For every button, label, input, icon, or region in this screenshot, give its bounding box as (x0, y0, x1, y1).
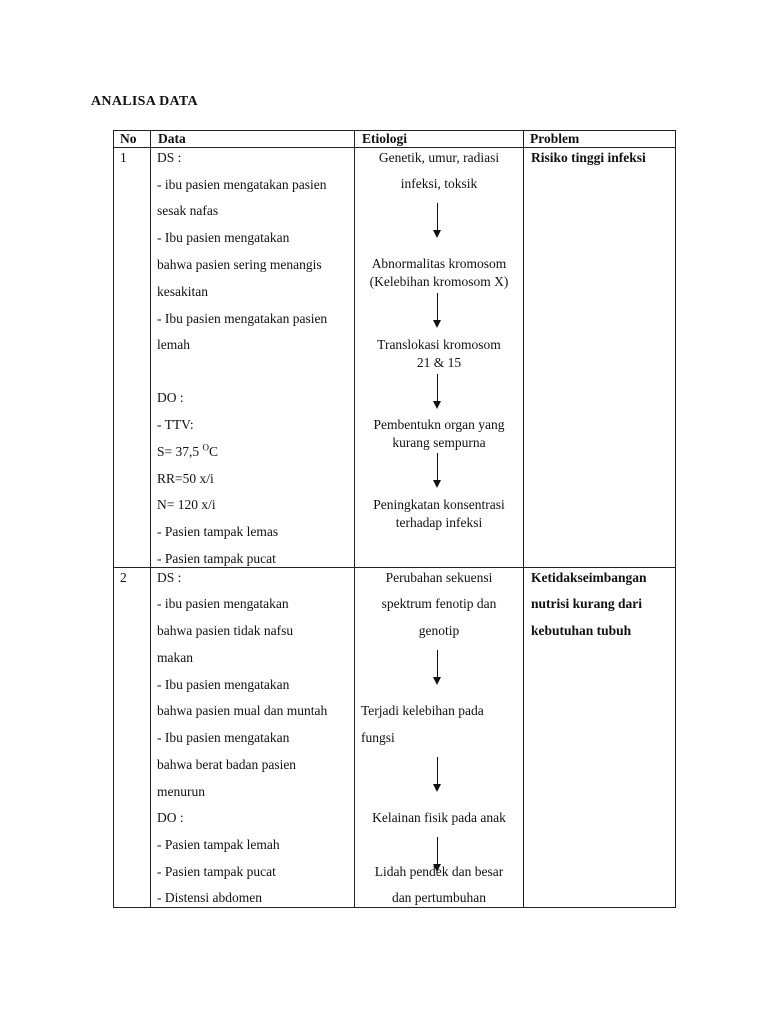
data-line: - ibu pasien mengatakan (157, 596, 289, 611)
etiologi-line: genotip (418, 623, 460, 638)
data-line: N= 120 x/i (157, 497, 216, 512)
etiologi-line: infeksi, toksik (400, 176, 478, 191)
table-row-divider (113, 567, 676, 568)
page-title: ANALISA DATA (91, 94, 198, 109)
header-no: No (120, 131, 137, 146)
down-arrow-icon (432, 757, 444, 793)
data-line: - Ibu pasien mengatakan pasien (157, 311, 328, 326)
data-line: bahwa berat badan pasien (157, 757, 297, 772)
data-line: sesak nafas (157, 203, 219, 218)
data-line: - ibu pasien mengatakan pasien (157, 177, 327, 192)
column-divider (523, 130, 524, 908)
data-line: - Pasien tampak pucat (157, 864, 276, 879)
data-line: - Pasien tampak pucat (157, 551, 276, 566)
data-line: - Pasien tampak lemas (157, 524, 279, 539)
etiologi-line: dan pertumbuhan (391, 890, 487, 905)
data-line: - Ibu pasien mengatakan (157, 230, 290, 245)
problem-line: nutrisi kurang dari (531, 596, 643, 611)
data-line: kesakitan (157, 284, 208, 299)
problem-text: Risiko tinggi infeksi (531, 150, 646, 165)
table-border-left (113, 130, 114, 908)
down-arrow-icon (432, 203, 444, 239)
down-arrow-icon (432, 293, 444, 329)
data-line: bahwa pasien sering menangis (157, 257, 322, 272)
etiologi-line: 21 & 15 (416, 355, 462, 370)
down-arrow-icon (432, 650, 444, 686)
data-line: makan (157, 650, 193, 665)
etiologi-line: Pembentukn organ yang (373, 417, 505, 432)
etiologi-line: terhadap infeksi (395, 515, 483, 530)
row-number: 1 (120, 150, 127, 165)
etiologi-line: Lidah pendek dan besar (374, 864, 504, 879)
etiologi-line: Abnormalitas kromosom (371, 256, 507, 271)
data-line: menurun (157, 784, 205, 799)
header-problem: Problem (530, 131, 580, 146)
etiologi-line: Perubahan sekuensi (385, 570, 493, 585)
row-number: 2 (120, 570, 127, 585)
etiologi-line: Peningkatan konsentrasi (373, 497, 505, 512)
etiologi-line: fungsi (361, 730, 395, 745)
header-etiologi: Etiologi (362, 131, 408, 146)
data-line: - Ibu pasien mengatakan (157, 677, 290, 692)
problem-line: kebutuhan tubuh (531, 623, 632, 638)
data-line: bahwa pasien mual dan muntah (157, 703, 328, 718)
data-line: RR=50 x/i (157, 471, 214, 486)
data-line: - Ibu pasien mengatakan (157, 730, 290, 745)
problem-line: Ketidakseimbangan (531, 570, 647, 585)
down-arrow-icon (432, 374, 444, 410)
data-line: - TTV: (157, 417, 194, 432)
data-line: - Distensi abdomen (157, 890, 262, 905)
etiologi-line: (Kelebihan kromosom X) (369, 274, 509, 289)
table-border-bottom (113, 907, 676, 908)
table-header-divider (113, 147, 676, 148)
etiologi-line: Terjadi kelebihan pada (361, 703, 484, 718)
data-line: DO : (157, 810, 184, 825)
temperature-line: S= 37,5 $^O$C (157, 442, 219, 459)
table-border-right (675, 130, 676, 908)
column-divider (150, 130, 151, 908)
etiologi-line: Genetik, umur, radiasi (378, 150, 500, 165)
data-line: bahwa pasien tidak nafsu (157, 623, 294, 638)
data-line: lemah (157, 337, 190, 352)
etiologi-line: spektrum fenotip dan (381, 596, 497, 611)
data-line: DO : (157, 390, 184, 405)
header-data: Data (158, 131, 186, 146)
data-line: DS : (157, 150, 182, 165)
data-line: DS : (157, 570, 182, 585)
etiologi-line: kurang sempurna (392, 435, 486, 450)
data-line: - Pasien tampak lemah (157, 837, 280, 852)
etiologi-line: Kelainan fisik pada anak (372, 810, 506, 825)
etiologi-line: Translokasi kromosom (377, 337, 501, 352)
down-arrow-icon (432, 453, 444, 489)
